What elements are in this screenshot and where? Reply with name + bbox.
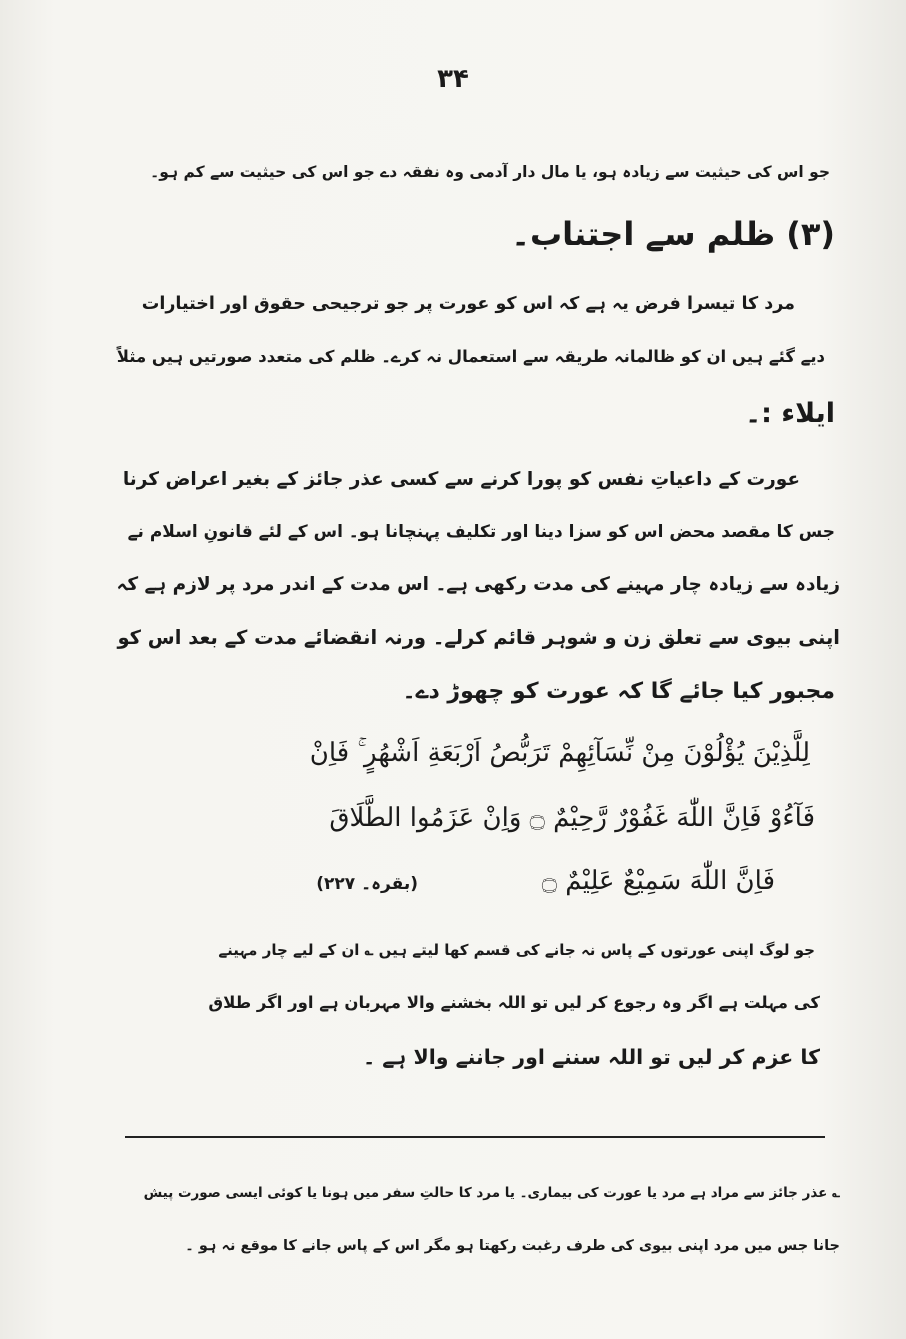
arabic-verse-line-1: لِلَّذِيْنَ يُؤْلُوْنَ مِنْ نِّسَآئِهِمْ تَرَبُّصُ اَرْبَعَةِ اَشْهُرٍ ۚ فَاِنْ [309, 738, 810, 768]
section-heading: (۳) ظلم سے اجتناب۔ [511, 215, 835, 253]
footnote-line-1: ؎ عذر جائز سے مراد ہے مرد یا عورت کی بیماری۔ یا مرد کا حالتِ سفر میں ہونا یا کوئی ایسی صورت پیش [143, 1185, 840, 1201]
body-line-7: اپنی بیوی سے تعلق زن و شوہر قائم کرلے۔ ورنہ انقضائے مدت کے بعد اس کو [117, 626, 840, 649]
footnote-line-2: جانا جس میں مرد اپنی بیوی کی طرف رغبت رکھتا ہو مگر اس کے پاس جانے کا موقع نہ ہو ۔ [185, 1238, 840, 1254]
translation-line-1: جو لوگ اپنی عورتوں کے پاس نہ جانے کی قسم کھا لیتے ہیں ؎ ان کے لیے چار مہینے [218, 941, 815, 959]
body-line-3: دیے گئے ہیں ان کو ظالمانہ طریقہ سے استعمال نہ کرے۔ ظلم کی متعدد صورتیں ہیں مثلاً [116, 347, 825, 366]
translation-line-3: کا عزم کر لیں تو اللہ سننے اور جاننے والا ہے ۔ [363, 1045, 820, 1069]
page-number: ۳۴ [437, 64, 469, 94]
body-line-6: زیادہ سے زیادہ چار مہینے کی مدت رکھی ہے۔ اس مدت کے اندر مرد پر لازم ہے کہ [116, 574, 840, 595]
body-line-8: مجبور کیا جائے گا کہ عورت کو چھوڑ دے۔ [402, 679, 835, 704]
body-line-4: عورت کے داعیاتِ نفس کو پورا کرنے سے کسی عذر جائز کے بغیر اعراض کرنا [122, 469, 800, 490]
arabic-verse-line-3: فَاِنَّ اللّٰهَ سَمِيْعٌ عَلِيْمٌ ۝ [541, 866, 775, 896]
translation-line-2: کی مہلت ہے اگر وہ رجوع کر لیں تو اللہ بخشنے والا مہربان ہے اور اگر طلاق [208, 993, 820, 1012]
verse-reference: (بقرہ۔ ۲۲۷) [316, 874, 418, 894]
body-line-5: جس کا مقصد محض اس کو سزا دینا اور تکلیف پہنچانا ہو۔ اس کے لئے قانونِ اسلام نے [127, 522, 835, 542]
subheading-ila: ایلاء :۔ [745, 398, 835, 429]
footnote-divider [125, 1136, 825, 1138]
arabic-verse-line-2: فَآءُوْ فَاِنَّ اللّٰهَ غَفُوْرٌ رَّحِيْمٌ ۝ وَاِنْ عَزَمُوا الطَّلَاقَ [329, 803, 815, 833]
body-line-1: جو اس کی حیثیت سے زیادہ ہو، یا مال دار آدمی وہ نفقہ دے جو اس کی حیثیت سے کم ہو۔ [150, 163, 830, 181]
body-line-2: مرد کا تیسرا فرض یہ ہے کہ اس کو عورت پر جو ترجیحی حقوق اور اختیارات [141, 294, 795, 314]
